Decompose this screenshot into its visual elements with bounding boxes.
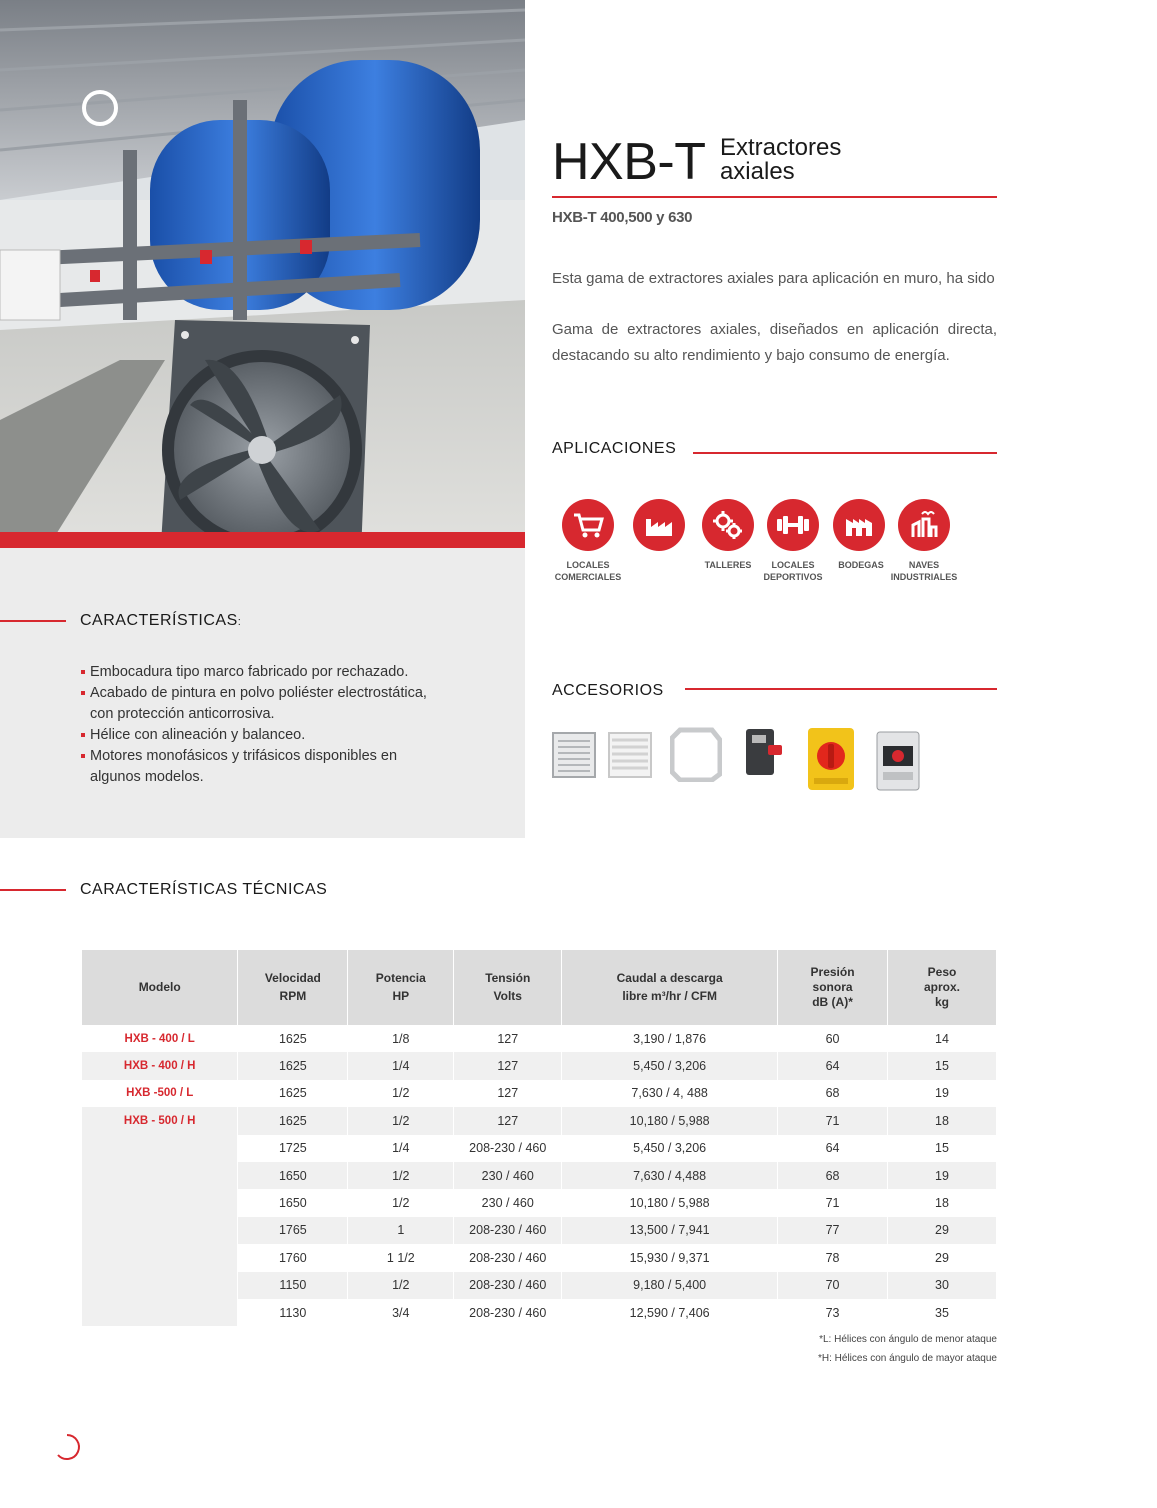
table-cell-model [82,1299,238,1326]
title-sub-line1: Extractores [719,134,842,161]
table-cell: 18 [888,1107,997,1134]
wall-frame-icon [670,726,722,787]
app-label-line: NAVES [908,560,940,570]
table-cell: 127 [454,1080,562,1107]
table-row [82,1189,997,1216]
table-cell: 1/4 [348,1135,454,1162]
dumbbell-icon [767,499,819,551]
table-cell: 230 / 460 [454,1162,562,1189]
table-cell: 15,930 / 9,371 [562,1244,778,1271]
table-cell: 1 1/2 [348,1244,454,1271]
table-cell: 68 [778,1080,888,1107]
table-cell: 1625 [238,1025,348,1052]
table-cell: 71 [778,1189,888,1216]
table-cell: 70 [778,1272,888,1299]
table-cell: 1/4 [348,1052,454,1079]
table-cell: 1/8 [348,1025,454,1052]
table-cell: 29 [888,1244,997,1271]
table-cell: 64 [778,1052,888,1079]
electrical-switch-icon [742,727,784,784]
table-cell: 18 [888,1189,997,1216]
header-text: HP [392,989,410,1003]
table-cell: 1725 [238,1135,348,1162]
table-cell: 1130 [238,1299,348,1326]
app-label-commercial [548,559,628,583]
header-text: sonora [812,980,853,994]
intro-paragraph: Esta gama de extractores axiales para aplicación en muro, ha sido [552,270,995,287]
table-cell: 68 [778,1162,888,1189]
table-cell: 1/2 [348,1189,454,1216]
industrial-plant-icon [898,499,950,551]
app-label-line: TALLERES [704,560,752,570]
factory-icon [633,499,685,551]
table-cell: 77 [778,1217,888,1244]
table-cell: 29 [888,1217,997,1244]
features-heading-suffix: : [237,616,242,628]
accessories-heading: ACCESORIOS [552,682,664,699]
table-cell: 127 [454,1052,562,1079]
list-item: Hélice con alineación y balanceo. [80,725,440,746]
table-cell: 60 [778,1025,888,1052]
table-row [82,1272,997,1299]
circle-arc-icon [52,1430,86,1464]
applications-heading: APLICACIONES [552,440,677,457]
table-cell: 1650 [238,1189,348,1216]
shutter-panel-icon [608,732,652,783]
features-heading [80,612,241,630]
product-subtitle: HXB-T 400,500 y 630 [552,209,693,226]
footnote-l: *L: Hélices con ángulo de menor ataque [819,1334,997,1345]
app-label-line: COMERCIALES [554,572,622,582]
table-cell: 71 [778,1107,888,1134]
table-cell-model: HXB - 500 / H [82,1107,238,1134]
page-corner-mark [52,1430,86,1469]
list-item: Embocadura tipo marco fabricado por rechazado. [80,662,440,683]
list-item: Motores monofásicos y trifásicos disponibles en algunos modelos. [80,746,440,788]
table-cell: 73 [778,1299,888,1326]
header-voltage [454,950,562,1025]
header-text: dB (A)* [812,995,853,1009]
table-cell: 30 [888,1272,997,1299]
accent-stripe [0,532,525,548]
table-cell: 10,180 / 5,988 [562,1189,778,1216]
footnote-h: *H: Hélices con ángulo de mayor ataque [818,1353,997,1364]
header-text: kg [935,995,950,1009]
table-cell: 3,190 / 1,876 [562,1025,778,1052]
table-cell: 35 [888,1299,997,1326]
header-model [82,950,238,1025]
table-cell: 1150 [238,1272,348,1299]
header-text: Caudal a descarga [616,971,723,985]
table-cell: 1/2 [348,1080,454,1107]
title-divider [552,196,997,198]
table-cell: 1765 [238,1217,348,1244]
table-cell: 15 [888,1135,997,1162]
applications-divider [693,452,997,454]
table-cell: 1625 [238,1080,348,1107]
table-cell-model [82,1162,238,1189]
table-cell: 5,450 / 3,206 [562,1052,778,1079]
table-cell: 1625 [238,1052,348,1079]
app-label-line: LOCALES [771,560,815,570]
table-cell: 19 [888,1080,997,1107]
table-cell-model [82,1135,238,1162]
table-cell: 1650 [238,1162,348,1189]
table-row [82,1052,997,1079]
table-row [82,1162,997,1189]
technical-divider [0,889,66,891]
features-heading-text: CARACTERÍSTICAS [80,612,238,629]
table-cell: 1/2 [348,1272,454,1299]
table-body [82,1025,997,1326]
table-cell-model: HXB -500 / L [82,1080,238,1107]
table-cell: 127 [454,1025,562,1052]
table-cell-model [82,1244,238,1271]
table-cell: 1/2 [348,1107,454,1134]
table-cell: 1 [348,1217,454,1244]
motor-starter-icon [873,728,923,799]
table-row [82,1299,997,1326]
table-cell-model [82,1217,238,1244]
table-cell: 13,500 / 7,941 [562,1217,778,1244]
table-cell: 1760 [238,1244,348,1271]
table-header-row [82,950,997,1025]
table-row [82,1107,997,1134]
table-cell: 5,450 / 3,206 [562,1135,778,1162]
table-cell: 230 / 460 [454,1189,562,1216]
header-text: Potencia [375,971,426,985]
title-sub-line2: axiales [719,158,795,185]
table-cell: 19 [888,1162,997,1189]
table-cell: 7,630 / 4, 488 [562,1080,778,1107]
header-text: libre m³/hr / CFM [622,989,717,1003]
accessories-divider [685,688,997,690]
warehouse-icon [833,499,885,551]
table-cell: 1625 [238,1107,348,1134]
header-power [348,950,454,1025]
table-row [82,1135,997,1162]
hero-illustration [0,0,525,580]
app-label-line: BODEGAS [838,560,884,570]
technical-heading: CARACTERÍSTICAS TÉCNICAS [80,881,328,898]
table-row [82,1080,997,1107]
app-label-industrial [884,559,964,583]
table-cell: 208-230 / 460 [454,1135,562,1162]
app-label-line: DEPORTIVOS [763,572,823,582]
title-subtitle [720,136,841,184]
header-sound [778,950,888,1025]
header-flow [562,950,778,1025]
gears-icon [702,499,754,551]
table-cell: 14 [888,1025,997,1052]
table-cell: 78 [778,1244,888,1271]
table-cell: 208-230 / 460 [454,1217,562,1244]
table-cell: 127 [454,1107,562,1134]
table-cell-model [82,1272,238,1299]
yellow-rotary-switch-icon [806,726,856,797]
table-cell-model: HXB - 400 / L [82,1025,238,1052]
table-cell: 208-230 / 460 [454,1272,562,1299]
table-cell: 7,630 / 4,488 [562,1162,778,1189]
table-cell: 15 [888,1052,997,1079]
features-divider [0,620,66,622]
specifications-table [82,950,997,1326]
header-text: aprox. [924,980,961,994]
table-cell-model: HXB - 400 / H [82,1052,238,1079]
table-cell: 3/4 [348,1299,454,1326]
header-text: Tensión [485,971,531,985]
table-cell: 10,180 / 5,988 [562,1107,778,1134]
header-speed [238,950,348,1025]
table-row [82,1217,997,1244]
header-text: Velocidad [264,971,321,985]
table-row [82,1244,997,1271]
hero-image [0,0,525,580]
header-text: Peso [927,965,957,979]
page-title [552,132,997,192]
app-label-line: INDUSTRIALES [890,572,958,582]
table-cell-model [82,1189,238,1216]
header-text: RPM [279,989,307,1003]
table-cell: 64 [778,1135,888,1162]
list-item: Acabado de pintura en polvo poliéster electrostática, con protección anticorrosiva. [80,683,440,725]
table-cell: 1/2 [348,1162,454,1189]
header-text: Volts [493,989,522,1003]
header-text: Presión [810,965,855,979]
app-label-line: LOCALES [566,560,610,570]
table-row [82,1025,997,1052]
table-cell: 208-230 / 460 [454,1299,562,1326]
features-list [80,662,440,788]
header-text: Modelo [138,980,181,994]
header-weight [888,950,997,1025]
table-cell: 12,590 / 7,406 [562,1299,778,1326]
description-paragraph: Gama de extractores axiales, diseñados en aplicación directa, destacando su alto rendimiento y bajo consumo de energía. [552,321,997,364]
table-cell: 9,180 / 5,400 [562,1272,778,1299]
title-main: HXB-T [552,133,706,191]
table-cell: 208-230 / 460 [454,1244,562,1271]
louver-grille-icon [552,732,596,783]
shopping-cart-icon [562,499,614,551]
